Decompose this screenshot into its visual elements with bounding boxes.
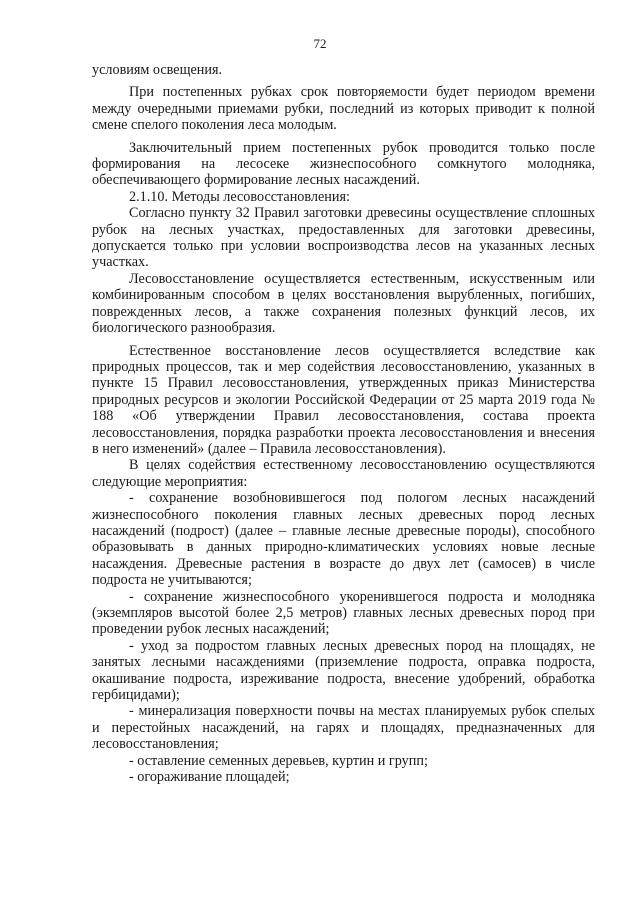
paragraph: Согласно пункту 32 Правил заготовки древесины осуществление сплошных рубок на лесных участках, предоставленных для заготовки древесины, допускается только при условии воспроизводства лесов на указанных лесных участках. [92,205,595,271]
paragraph: В целях содействия естественному лесовосстановлению осуществляются следующие мероприятия: [92,457,595,490]
paragraph: При постепенных рубках срок повторяемости будет периодом времени между очередными приемами рубки, последний из которых приводит к полной смене спелого поколения леса молодым. [92,84,595,134]
document-body [92,62,595,785]
paragraph: Заключительный прием постепенных рубок проводится только после формирования на лесосеке жизнеспособного сомкнутого молодняка, обеспечивающего формирование лесных насаждений. [92,139,595,189]
paragraph: Лесовосстановление осуществляется естественным, искусственным или комбинированным способом в целях восстановления вырубленных, погибших, поврежденных лесов, а также сохранения полезных функций лесов, их биологического разнообразия. [92,270,595,337]
paragraph: условиям освещения. [92,62,223,78]
page-number: 72 [313,36,327,51]
paragraph: Естественное восстановление лесов осуществляется вследствие как природных процессов, так и мер содействия лесовосстановлению, указанных в пункте 15 Правил лесовосстановления, утвержденных приказ Министерства природных ресурсов и экологии Российской Федерации от 25 марта 2019 года № 188 «Об утверждении Правил лесовосстановления, состава проекта лесовосстановления, порядка разработки проекта лесовосстановления и внесения в него изменений» (далее – Правила лесовосстановления). [92,342,595,457]
list-item: - уход за подростом главных лесных древесных пород на площадях, не занятых лесными насаждениями (приземление подроста, оправка подроста, окашивание подроста, изреживание подроста, внесение удобрений, обработка гербицидами); [92,637,595,704]
list-item: - минерализация поверхности почвы на местах планируемых рубок спелых и перестойных насаждений, на гарях и площадях, предназначенных для лесовосстановления; [92,703,595,753]
list-item: - сохранение возобновившегося под пологом лесных насаждений жизнеспособного поколения главных лесных древесных пород лесных насаждений (подрост) (далее – главные лесные древесные породы), способного образовывать в данных природно-климатических условиях новые лесные насаждения. Древесные растения в возрасте до двух лет (самосев) в числе подроста не учитываются; [92,490,595,589]
list-item: - оставление семенных деревьев, куртин и групп; [129,752,428,769]
list-item: - огораживание площадей; [129,769,290,786]
section-heading: 2.1.10. Методы лесовосстановления: [129,188,350,205]
list-item: - сохранение жизнеспособного укоренившегося подроста и молодняка (экземпляров высотой более 2,5 метров) главных лесных древесных пород при проведении рубок лесных насаждений; [92,588,595,638]
